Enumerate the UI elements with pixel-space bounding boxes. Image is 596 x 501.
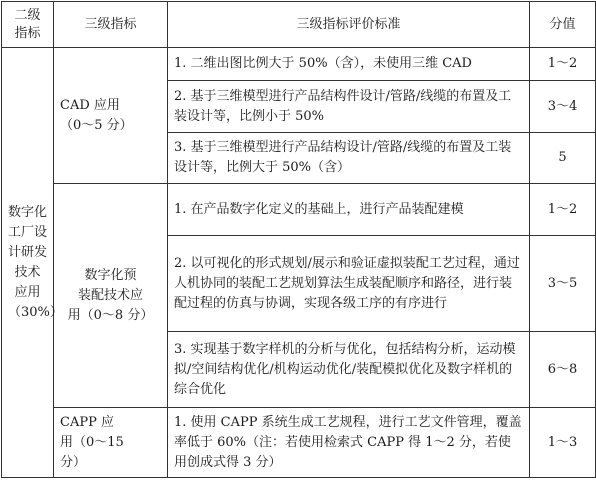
level3-preassembly: 数字化预 装配技术应 用（0～8 分） [54, 184, 168, 408]
score-cell: 1～3 [530, 408, 596, 478]
table-header-row [2, 2, 596, 48]
standard-cell: 3. 实现基于数字样机的分析与优化，包括结构分析，运动模拟/空间结构优化/机构运动优化/装配模拟优化及数字样机的综合优化 [168, 332, 530, 408]
standard-cell: 2. 基于三维模型进行产品结构件设计/管路/线缆的布置及工装设计等，比例小于 50% [168, 81, 530, 133]
header-level3: 三级指标 [54, 2, 168, 48]
standard-cell: 1. 使用 CAPP 系统生成工艺规程，进行工艺文件管理，覆盖率低于 60%（注：若使用检索式 CAPP 得 1～2 分，若使用创成式得 3 分） [168, 408, 530, 478]
score-cell: 3～5 [530, 236, 596, 332]
header-level2: 二级 指标 [2, 2, 54, 48]
score-cell: 1～2 [530, 48, 596, 81]
level3-cad: CAD 应用 （0～5 分） [54, 48, 168, 184]
header-score: 分值 [530, 2, 596, 48]
table-row [2, 48, 596, 81]
score-cell: 5 [530, 133, 596, 184]
score-cell: 1～2 [530, 184, 596, 236]
score-cell: 3～4 [530, 81, 596, 133]
table-row [2, 184, 596, 236]
score-cell: 6～8 [530, 332, 596, 408]
table-row [2, 408, 596, 478]
standard-cell: 1. 在产品数字化定义的基础上，进行产品装配建模 [168, 184, 530, 236]
standard-cell: 3. 基于三维模型进行产品结构设计/管路/线缆的布置及工装设计等，比例大于 50%（含） [168, 133, 530, 184]
standard-cell: 2. 以可视化的形式规划/展示和验证虚拟装配工艺过程，通过人机协同的装配工艺规划算法生成装配顺序和路径，进行装配过程的仿真与协调，实现各级工序的有序进行 [168, 236, 530, 332]
standard-cell: 1. 二维出图比例大于 50%（含），未使用三维 CAD [168, 48, 530, 81]
header-standard: 三级指标评价标准 [168, 2, 530, 48]
level3-capp: CAPP 应 用（0～15 分） [54, 408, 168, 478]
level2-indicator: 数字化 工厂设 计研发 技术 应用 （30%） [2, 48, 54, 478]
evaluation-table [1, 1, 596, 478]
